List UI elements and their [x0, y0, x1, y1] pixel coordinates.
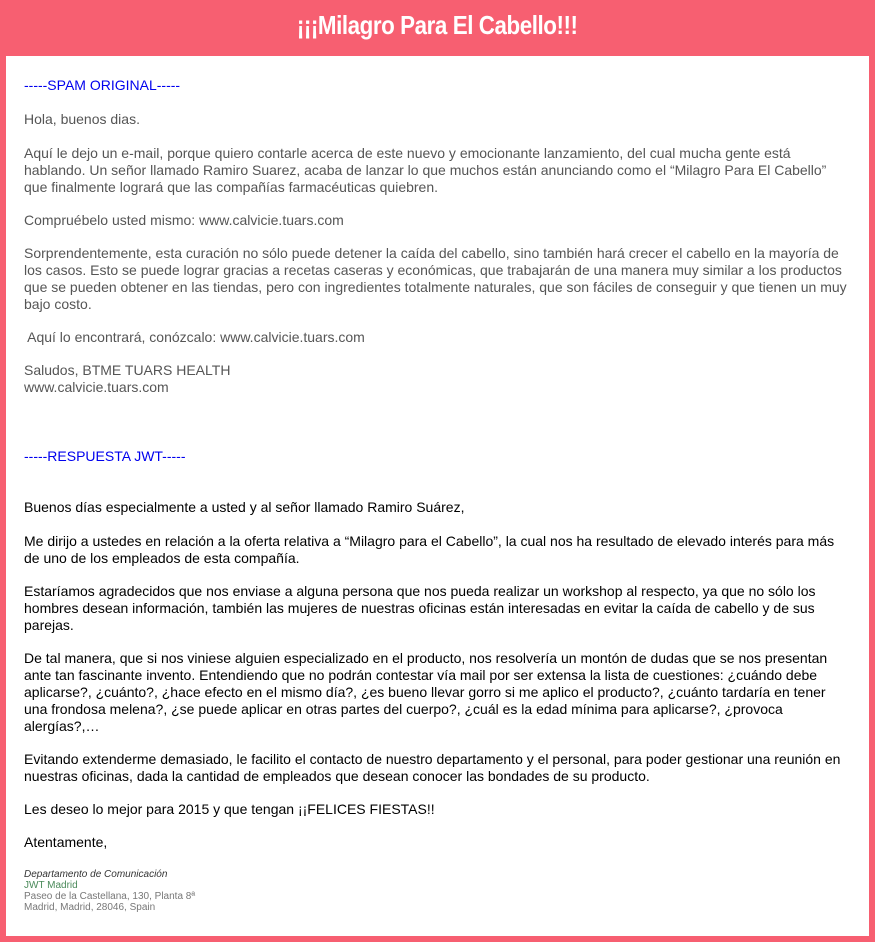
reply-paragraph: Me dirijo a ustedes en relación a la oferta relativa a “Milagro para el Cabello”, la cual nos ha resultado de elevado interés para más de uno de los empleados de esta compañía.: [24, 533, 835, 566]
reply-paragraph: Les deseo lo mejor para 2015 y que tengan ¡¡FELICES FIESTAS!!: [24, 801, 435, 817]
signature-address: Madrid, Madrid, 28046, Spain: [24, 902, 156, 913]
reply-heading: -----RESPUESTA JWT-----: [24, 448, 186, 464]
page-header: [0, 0, 875, 51]
reply-greeting: Buenos días especialmente a usted y al señor llamado Ramiro Suárez,: [24, 499, 465, 515]
reply-closing: Atentamente,: [24, 834, 108, 850]
spam-section: [24, 76, 851, 396]
spam-heading: -----SPAM ORIGINAL-----: [24, 77, 181, 93]
spam-paragraph: Compruébelo usted mismo: www.calvicie.tuars.com: [24, 212, 344, 228]
email-body: [6, 56, 869, 936]
reply-paragraph: Evitando extenderme demasiado, le facilito el contacto de nuestro departamento y el personal, para poder gestionar una reunión en nuestras oficinas, dada la cantidad de empleados que desean conocer las bondades de su producto.: [24, 751, 841, 784]
spam-greeting: Hola, buenos dias.: [24, 111, 140, 127]
spam-paragraph: Sorprendentemente, esta curación no sólo puede detener la caída del cabello, sino también hará crecer el cabello en la mayoría de los casos. Esto se puede lograr gracias a recetas caseras y económicas, que trabajarán de una manera muy similar a los productos que se pueden obtener en las tiendas, pero con ingredientes totalmente naturales, que son fáciles de conseguir y que tienen un muy bajo costo.: [24, 245, 847, 312]
reply-paragraph: De tal manera, que si nos viniese alguien especializado en el producto, nos resolvería un montón de dudas que se nos presentan ante tan fascinante invento. Entendiendo que no podrán contestar vía mail por ser extensa la lista de cuestiones: ¿cuándo debe aplicarse?, ¿cuánto?, ¿hace efecto en el mismo día?, ¿es bueno llevar gorro si me aplico el producto?, ¿cuánto tardaría en tener una frondosa melena?, ¿se puede aplicar en otras partes del cuerpo?, ¿cuál es la edad mínima para aplicarse?, ¿provoca alergías?,…: [24, 650, 828, 734]
spam-signoff: Saludos, BTME TUARS HEALTH: [24, 362, 231, 378]
page-title: ¡¡¡Milagro Para El Cabello!!!: [297, 10, 578, 40]
reply-section: [24, 447, 851, 851]
reply-paragraph: Estaríamos agradecidos que nos enviase a alguna persona que nos pueda realizar un workshop al respecto, ya que no sólo los hombres desean información, también las mujeres de nuestras oficinas están interesadas en evitar la caída de cabello y de sus parejas.: [24, 583, 816, 633]
signature-department: Departamento de Comunicación: [24, 869, 168, 880]
spam-paragraph: Aquí lo encontrará, conózcalo: www.calvicie.tuars.com: [24, 329, 365, 345]
signature-address: Paseo de la Castellana, 130, Planta 8ª: [24, 891, 196, 902]
spam-paragraph: Aquí le dejo un e-mail, porque quiero contarle acerca de este nuevo y emocionante lanzamiento, del cual mucha gente está hablando. Un señor llamado Ramiro Suarez, acaba de lanzar lo que muchos están anunciando como el “Milagro Para El Cabello” que finalmente logrará que las compañías farmacéuticas quiebren.: [24, 145, 827, 195]
signature-company: JWT Madrid: [24, 880, 78, 891]
spam-signoff-url: www.calvicie.tuars.com: [24, 379, 169, 395]
email-signature: [24, 869, 851, 913]
